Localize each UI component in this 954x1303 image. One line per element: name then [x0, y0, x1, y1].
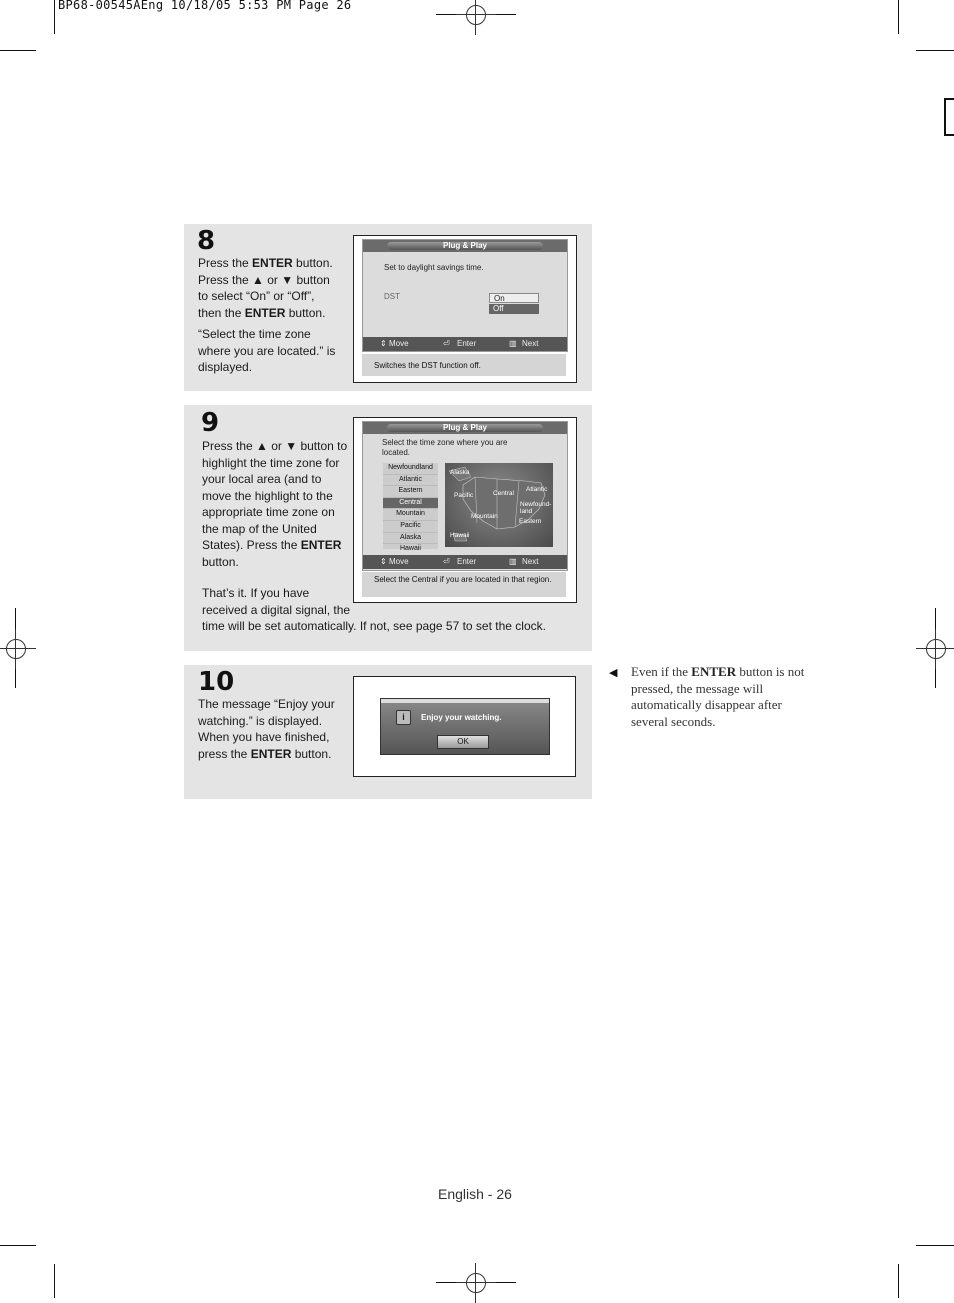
- osd-instruction: Set to daylight savings time.: [384, 263, 484, 272]
- dst-label: DST: [384, 292, 400, 301]
- tab-mark: [944, 98, 954, 136]
- nav-enter: Enter: [457, 339, 477, 348]
- menu-icon: ▥: [509, 339, 517, 348]
- crop-mark: [0, 1245, 36, 1246]
- print-slug: BP68-00545AEng 10/18/05 5:53 PM Page 26: [58, 0, 352, 12]
- registration-mark: [916, 629, 954, 669]
- step-9-text-cont-b: received a digital signal, the: [202, 602, 351, 617]
- step-10-text: The message “Enjoy your watching.” is displayed. When you have finished, press the ENTER button.: [198, 697, 335, 761]
- info-icon: i: [396, 710, 411, 725]
- osd-help-text: Switches the DST function off.: [362, 354, 566, 376]
- timezone-map[interactable]: [445, 463, 553, 547]
- dst-option-off[interactable]: Off: [489, 304, 539, 314]
- crop-mark: [54, 1264, 55, 1298]
- arrow-updown-icon: ⇕: [380, 339, 387, 348]
- nav-move: Move: [389, 557, 409, 566]
- crop-mark: [916, 50, 954, 51]
- osd-instruction: Select the time zone where you are located.: [382, 438, 508, 457]
- step-number: 10: [198, 667, 235, 697]
- step-9-text-cont-a: That’s it. If you have: [202, 586, 310, 600]
- side-note: Even if the ENTER button is not pressed, the message will automatically disappear after several seconds.: [631, 664, 805, 729]
- timezone-item-selected[interactable]: Central: [383, 498, 438, 510]
- timezone-item[interactable]: Newfoundland: [383, 463, 438, 475]
- registration-mark: [456, 1263, 496, 1303]
- timezone-item[interactable]: Pacific: [383, 521, 438, 533]
- crop-mark: [898, 1264, 899, 1298]
- map-label-atlantic: Atlantic: [526, 486, 548, 493]
- crop-mark: [54, 0, 55, 34]
- nav-move: Move: [389, 339, 409, 348]
- timezone-item[interactable]: Alaska: [383, 533, 438, 545]
- step-8-text: Press the ENTER button. Press the ▲ or ▼ button to select “On” or “Off”, then the ENTER button. “Select the time zone where you are located.” is displayed.: [198, 256, 336, 374]
- triangle-left-icon: ◀: [609, 667, 618, 679]
- map-label-alaska: Alaska: [450, 469, 470, 476]
- crop-mark: [0, 50, 36, 51]
- menu-icon: ▥: [509, 557, 517, 566]
- step-9-text: Press the ▲ or ▼ button to highlight the time zone for your local area (and to move the highlight to the appropriate time zone on the map of the United States). Press the ENTER button.: [202, 439, 348, 569]
- timezone-item[interactable]: Atlantic: [383, 475, 438, 487]
- osd-nav-bar: [363, 337, 567, 351]
- osd-nav-bar: [363, 555, 567, 569]
- osd-help-text: Select the Central if you are located in that region.: [362, 572, 566, 597]
- map-label-pacific: Pacific: [454, 492, 474, 499]
- timezone-item[interactable]: Hawaii: [383, 544, 438, 556]
- crop-mark: [916, 1245, 954, 1246]
- page-number: English - 26: [438, 1186, 512, 1202]
- map-label-hawaii: Hawaii: [450, 532, 470, 539]
- osd-title-bar: Plug & Play: [363, 240, 567, 252]
- step-number: 9: [201, 408, 220, 438]
- nav-enter: Enter: [457, 557, 477, 566]
- osd-menu: [362, 421, 568, 571]
- map-label-eastern: Eastern: [519, 518, 542, 525]
- step-10-panel: [184, 665, 592, 799]
- timezone-item[interactable]: Eastern: [383, 486, 438, 498]
- nav-next: Next: [522, 339, 539, 348]
- dialog-message: Enjoy your watching.: [421, 713, 502, 722]
- osd-menu: [362, 239, 568, 352]
- step-9-text-cont-c: time will be set automatically. If not, see page 57 to set the clock.: [202, 619, 546, 633]
- map-label-mountain: Mountain: [471, 513, 498, 520]
- crop-mark: [898, 0, 899, 34]
- map-label-newfoundland: Newfound-land: [520, 501, 552, 515]
- map-label-central: Central: [493, 490, 514, 497]
- nav-next: Next: [522, 557, 539, 566]
- enter-icon: ⏎: [443, 339, 450, 348]
- arrow-updown-icon: ⇕: [380, 557, 387, 566]
- tv-screen-enjoy: [353, 676, 576, 777]
- step-8-panel: [184, 224, 592, 391]
- registration-mark: [456, 0, 496, 35]
- registration-mark: [0, 629, 36, 669]
- step-9-panel: [184, 405, 592, 651]
- message-dialog: [380, 698, 550, 755]
- tv-screen-dst: [353, 235, 577, 383]
- timezone-item[interactable]: Mountain: [383, 509, 438, 521]
- osd-title-bar: Plug & Play: [363, 422, 567, 434]
- tv-screen-timezone: [353, 417, 577, 603]
- step-number: 8: [197, 226, 216, 256]
- enter-icon: ⏎: [443, 557, 450, 566]
- ok-button[interactable]: OK: [437, 735, 489, 749]
- dst-option-on[interactable]: On: [489, 293, 539, 303]
- timezone-list: [383, 463, 438, 553]
